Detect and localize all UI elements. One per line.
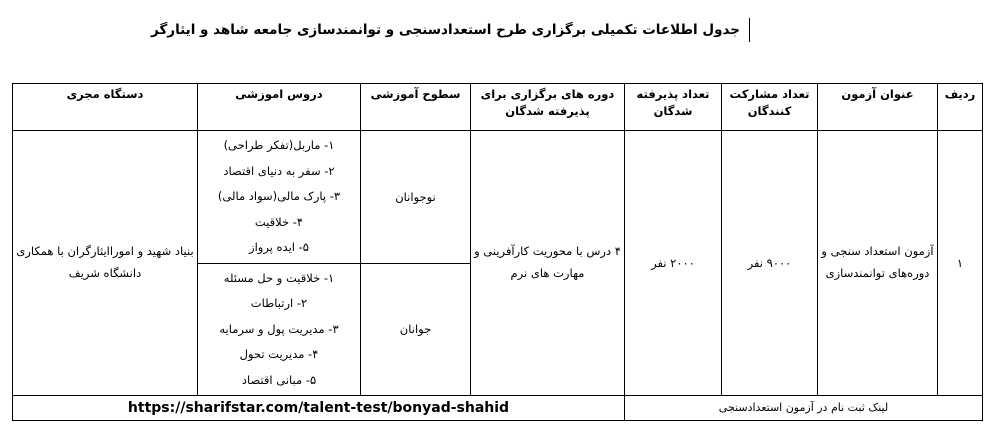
table-row: [13, 131, 983, 264]
header-row-no: ردیف: [938, 84, 983, 131]
cell-lessons-youth: [198, 264, 361, 396]
header-admitted: تعداد پذیرفته شدگان: [625, 84, 722, 131]
cell-lessons-teens: [198, 131, 361, 264]
header-executor: دستگاه مجری: [13, 84, 198, 131]
cell-level-youth: جوانان: [361, 264, 471, 396]
cell-row-no: ۱: [938, 131, 983, 396]
cell-participants: ۹۰۰۰ نفر: [722, 131, 818, 396]
list-item: ۲- ارتباطات: [250, 296, 308, 311]
header-levels: سطوح آموزشی: [361, 84, 471, 131]
registration-link-cell: [13, 396, 625, 421]
link-row: [13, 396, 983, 421]
header-participants: تعداد مشارکت کنندگان: [722, 84, 818, 131]
header-lessons: دروس اموزشی: [198, 84, 361, 131]
list-item: ۱- ماربل(تفکر طراحی): [223, 138, 335, 153]
cell-exam-title: آزمون استعداد سنجی و دوره‌های توانمندسازی: [818, 131, 938, 396]
list-item: ۵- ایده پرواز: [249, 240, 309, 255]
list-item: ۴- خلاقیت: [254, 214, 304, 229]
header-exam-title: عنوان آزمون: [818, 84, 938, 131]
document-title: [120, 22, 740, 38]
list-item: ۳- پارک مالی(سواد مالی): [217, 189, 341, 204]
cell-courses: ۴ درس با محوریت کارآفرینی و مهارت های نرم: [471, 131, 625, 396]
registration-link[interactable]: https://sharifstar.com/talent-test/bonyad-shahid: [127, 399, 510, 416]
list-item: ۳- مدیریت پول و سرمایه: [219, 321, 339, 336]
cell-executor: بنیاد شهید و اموراایثارگران با همکاری دانشگاه شریف: [13, 131, 198, 396]
info-table: [12, 83, 983, 421]
list-item: ۴- مدیریت تحول: [239, 347, 319, 362]
link-label: لینک ثبت نام در آزمون استعدادسنجی: [625, 396, 983, 421]
header-courses: دوره های برگزاری برای پذیرفته شدگان: [471, 84, 625, 131]
list-item: ۵- مبانی اقتصاد: [241, 372, 317, 387]
list-item: ۱- خلاقیت و حل مسئله: [223, 270, 335, 285]
title-bar: [749, 18, 750, 42]
header-row: [13, 84, 983, 131]
cell-admitted: ۲۰۰۰ نفر: [625, 131, 722, 396]
list-item: ۲- سفر به دنیای اقتصاد: [223, 163, 335, 178]
cell-level-teens: نوجوانان: [361, 131, 471, 264]
document-title-text: جدول اطلاعات تکمیلی برگزاری طرح استعدادسنجی و توانمندسازی جامعه شاهد و ایثارگر: [151, 22, 740, 38]
